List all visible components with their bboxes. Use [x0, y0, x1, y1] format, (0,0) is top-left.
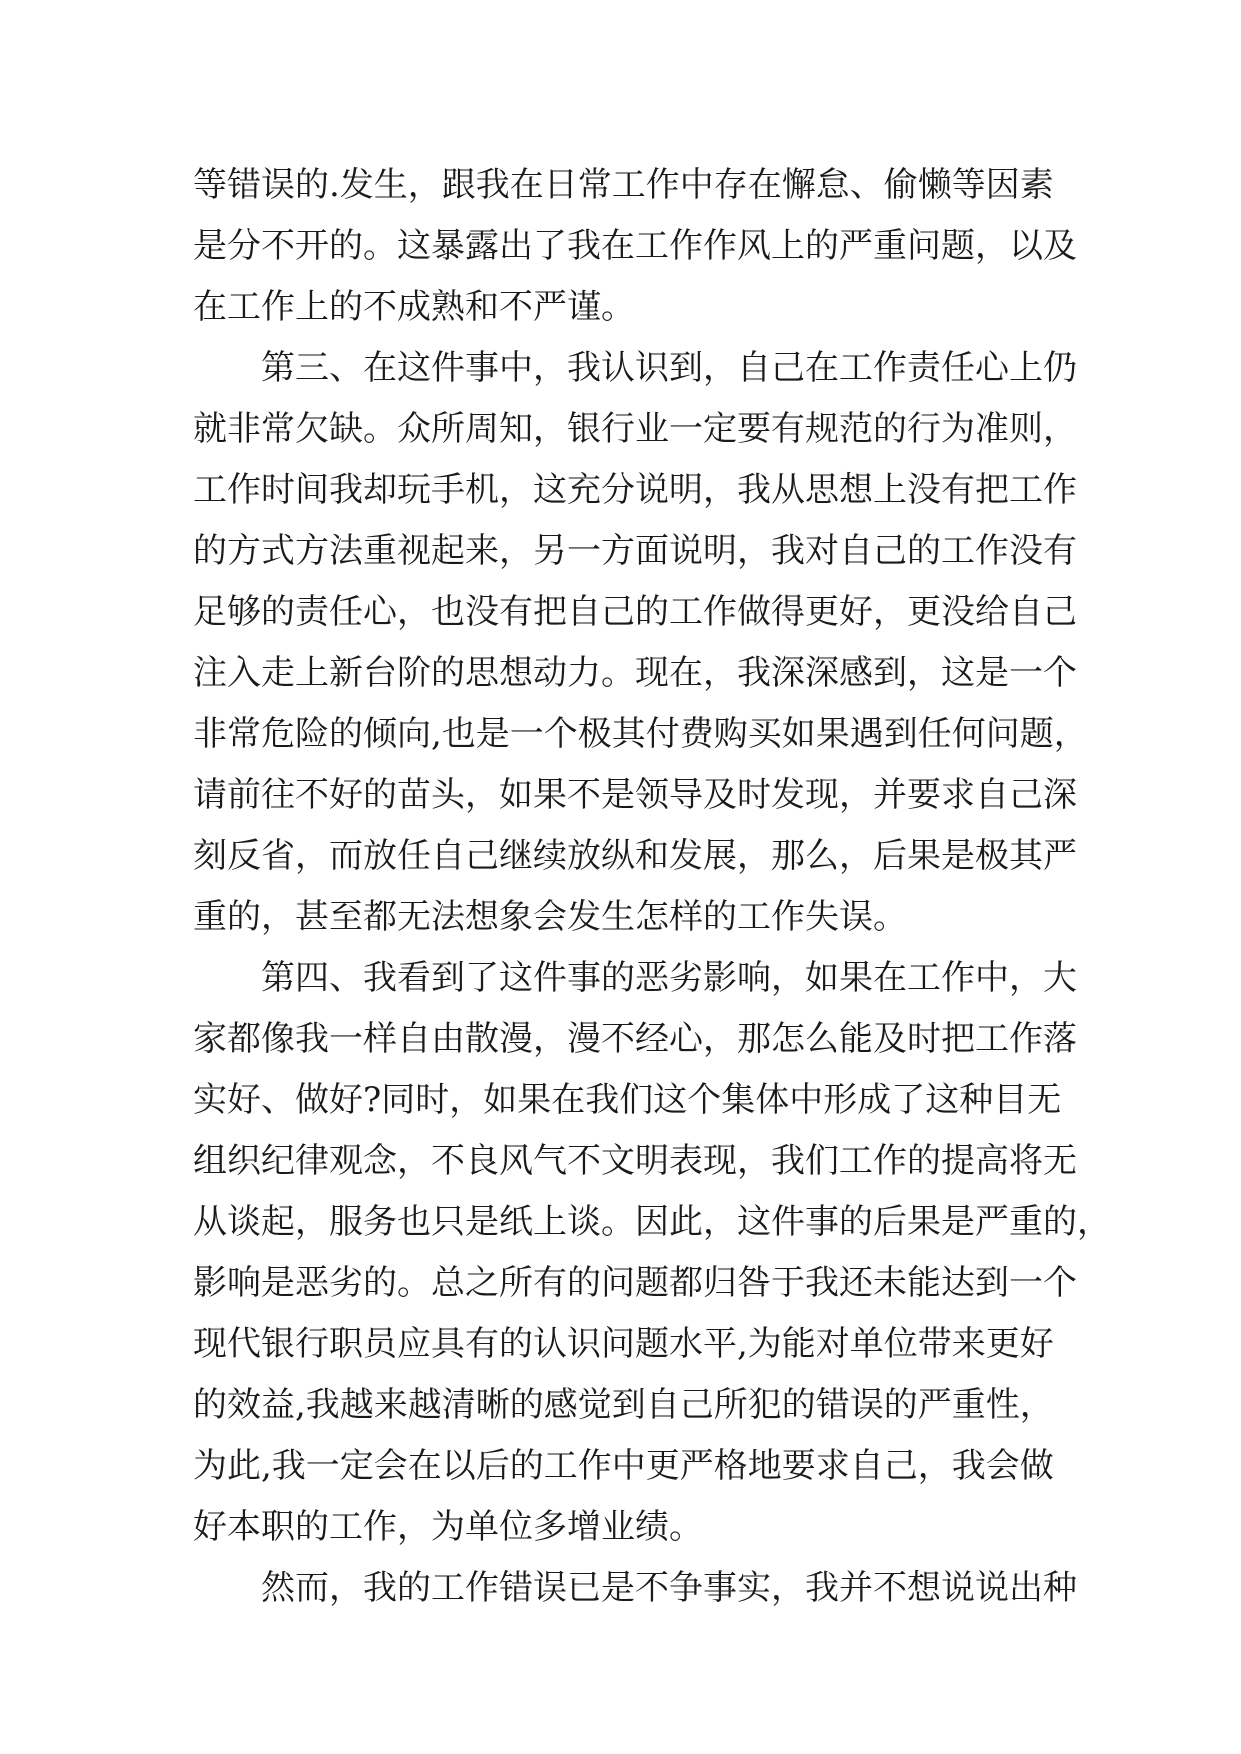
- text-line: 好本职的工作，为单位多增业绩。: [193, 1507, 703, 1547]
- text-line: 然而，我的工作错误已是不争事实，我并不想说说出种: [261, 1568, 1077, 1608]
- text-line: 的方式方法重视起来，另一方面说明，我对自己的工作没有: [193, 531, 1077, 571]
- text-line: 实好、做好?同时，如果在我们这个集体中形成了这种目无: [193, 1080, 1062, 1120]
- text-line: 从谈起，服务也只是纸上谈。因此，这件事的后果是严重的，: [193, 1202, 1111, 1242]
- text-line: 在工作上的不成熟和不严谨。: [193, 287, 635, 327]
- text-line: 为此,我一定会在以后的工作中更严格地要求自己，我会做: [193, 1446, 1054, 1486]
- text-line: 请前往不好的苗头，如果不是领导及时发现，并要求自己深: [193, 775, 1077, 815]
- text-line: 第四、我看到了这件事的恶劣影响，如果在工作中，大: [261, 958, 1077, 998]
- text-line: 的效益,我越来越清晰的感觉到自己所犯的错误的严重性，: [193, 1385, 1054, 1425]
- text-line: 非常危险的倾向,也是一个极其付费购买如果遇到任何问题，: [193, 714, 1088, 754]
- text-line: 是分不开的。这暴露出了我在工作作风上的严重问题，以及: [193, 226, 1077, 266]
- text-line: 重的，甚至都无法想象会发生怎样的工作失误。: [193, 897, 907, 937]
- text-line: 组织纪律观念，不良风气不文明表现，我们工作的提高将无: [193, 1141, 1077, 1181]
- text-line: 现代银行职员应具有的认识问题水平,为能对单位带来更好: [193, 1324, 1054, 1364]
- text-line: 刻反省，而放任自己继续放纵和发展，那么，后果是极其严: [193, 836, 1077, 876]
- text-line: 等错误的.发生，跟我在日常工作中存在懈怠、偷懒等因素: [193, 165, 1054, 205]
- text-line: 注入走上新台阶的思想动力。现在，我深深感到，这是一个: [193, 653, 1077, 693]
- body-text: [193, 155, 1111, 1619]
- text-line: 家都像我一样自由散漫，漫不经心，那怎么能及时把工作落: [193, 1019, 1077, 1059]
- text-line: 就非常欠缺。众所周知，银行业一定要有规范的行为准则，: [193, 409, 1077, 449]
- text-line: 影响是恶劣的。总之所有的问题都归咎于我还未能达到一个: [193, 1263, 1077, 1303]
- text-line: 第三、在这件事中，我认识到，自己在工作责任心上仍: [261, 348, 1077, 388]
- text-line: 工作时间我却玩手机，这充分说明，我从思想上没有把工作: [193, 470, 1077, 510]
- text-line: 足够的责任心，也没有把自己的工作做得更好，更没给自己: [193, 592, 1077, 632]
